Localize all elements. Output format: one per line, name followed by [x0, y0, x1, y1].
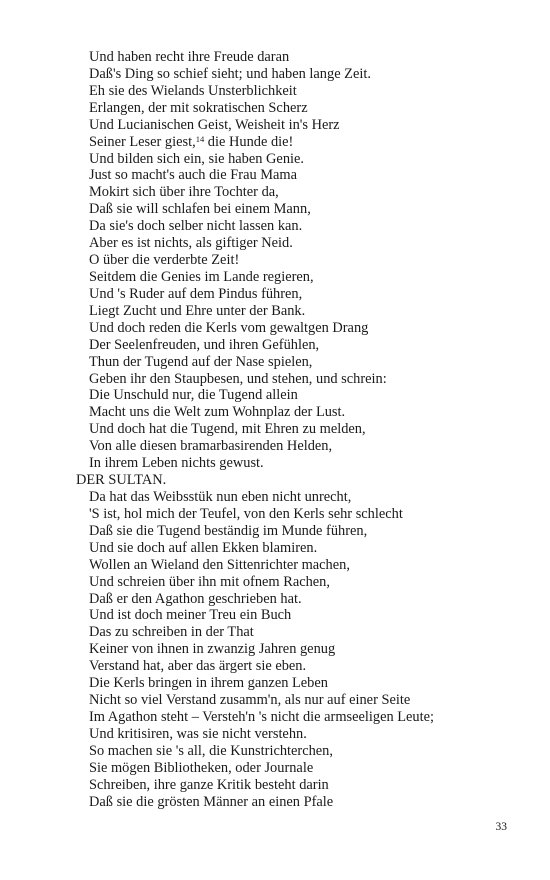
- verse-line-text: die Hunde die!: [204, 133, 294, 150]
- page-number: 33: [495, 821, 507, 833]
- verse-line: Im Agathon steht – Versteh'n 's nicht die armseeligen Leute;: [89, 708, 435, 725]
- verse-line: Geben ihr den Staupbesen, und stehen, und schrein:: [89, 370, 387, 387]
- verse-line: Verstand hat, aber das ärgert sie eben.: [89, 658, 307, 675]
- verse-group-continued: [76, 151, 434, 473]
- verse-line: Daß's Ding so schief sieht; und haben lange Zeit.: [89, 65, 371, 82]
- verse-line: Nicht so viel Verstand zusamm'n, als nur auf einer Seite: [89, 692, 411, 709]
- verse-line: Und haben recht ihre Freude daran: [89, 49, 290, 65]
- verse-line: Wollen an Wieland den Sittenrichter machen,: [89, 556, 350, 573]
- verse-text: [76, 49, 434, 810]
- verse-group-sultan: [76, 489, 434, 811]
- verse-line: Und Lucianischen Geist, Weisheit in's Herz: [89, 116, 340, 133]
- verse-line: Die Kerls bringen in ihrem ganzen Leben: [89, 675, 328, 692]
- verse-line: Daß sie will schlafen bei einem Mann,: [89, 201, 311, 218]
- verse-line: Der Seelenfreuden, und ihren Gefühlen,: [89, 336, 320, 353]
- verse-line: Und 's Ruder auf dem Pindus führen,: [89, 285, 303, 302]
- verse-line: So machen sie 's all, die Kunstrichterchen,: [89, 742, 333, 759]
- verse-line: O über die verderbte Zeit!: [89, 252, 240, 269]
- verse-line: Seitdem die Genies im Lande regieren,: [89, 268, 314, 285]
- verse-line: Und bilden sich ein, sie haben Genie.: [89, 150, 305, 167]
- verse-line: Daß sie die Tugend beständig im Munde führen,: [89, 522, 368, 539]
- verse-line: Von alle diesen bramarbasirenden Helden,: [89, 438, 333, 455]
- verse-line: Macht uns die Welt zum Wohnplaz der Lust.: [89, 404, 346, 421]
- verse-line: Da hat das Weibsstük nun eben nicht unrecht,: [89, 488, 352, 505]
- verse-line: Aber es ist nichts, als giftiger Neid.: [89, 235, 293, 252]
- verse-line: Eh sie des Wielands Unsterblichkeit: [89, 82, 297, 99]
- verse-group-opening: [76, 49, 434, 134]
- verse-line: Und doch hat die Tugend, mit Ehren zu melden,: [89, 421, 366, 438]
- verse-line: Just so macht's auch die Frau Mama: [89, 167, 298, 184]
- footnote-marker[interactable]: 14: [195, 133, 205, 144]
- verse-line: Und schreien über ihn mit ofnem Rachen,: [89, 573, 330, 590]
- verse-line: Und ist doch meiner Treu ein Buch: [89, 607, 292, 624]
- verse-line: Liegt Zucht und Ehre unter der Bank.: [89, 302, 306, 319]
- verse-line: Und sie doch auf allen Ekken blamiren.: [89, 539, 318, 556]
- verse-line-text: Seiner Leser giest,: [89, 133, 196, 150]
- verse-line: Sie mögen Bibliotheken, oder Journale: [89, 759, 314, 776]
- verse-line: Keiner von ihnen in zwanzig Jahren genug: [89, 641, 336, 658]
- speaker-name: DER SULTAN.: [76, 472, 167, 489]
- verse-line: Erlangen, der mit sokratischen Scherz: [89, 99, 308, 116]
- verse-line: Schreiben, ihre ganze Kritik besteht darin: [89, 776, 329, 793]
- verse-line: Und kritisiren, was sie nicht verstehn.: [89, 725, 307, 742]
- verse-line-with-footnote: [76, 134, 434, 151]
- verse-line: Daß er den Agathon geschrieben hat.: [89, 590, 302, 607]
- verse-line: Das zu schreiben in der That: [89, 624, 254, 641]
- verse-line: 'S ist, hol mich der Teufel, von den Kerls sehr schlecht: [89, 505, 403, 522]
- verse-line: Die Unschuld nur, die Tugend allein: [89, 387, 298, 404]
- verse-line: In ihrem Leben nichts gewust.: [89, 455, 264, 472]
- verse-line: Daß sie die grösten Männer an einen Pfale: [89, 793, 334, 810]
- verse-line: Und doch reden die Kerls vom gewaltgen Drang: [89, 319, 369, 336]
- verse-line: Da sie's doch selber nicht lassen kan.: [89, 218, 303, 235]
- verse-line: Thun der Tugend auf der Nase spielen,: [89, 353, 313, 370]
- verse-line: Mokirt sich über ihre Tochter da,: [89, 184, 279, 201]
